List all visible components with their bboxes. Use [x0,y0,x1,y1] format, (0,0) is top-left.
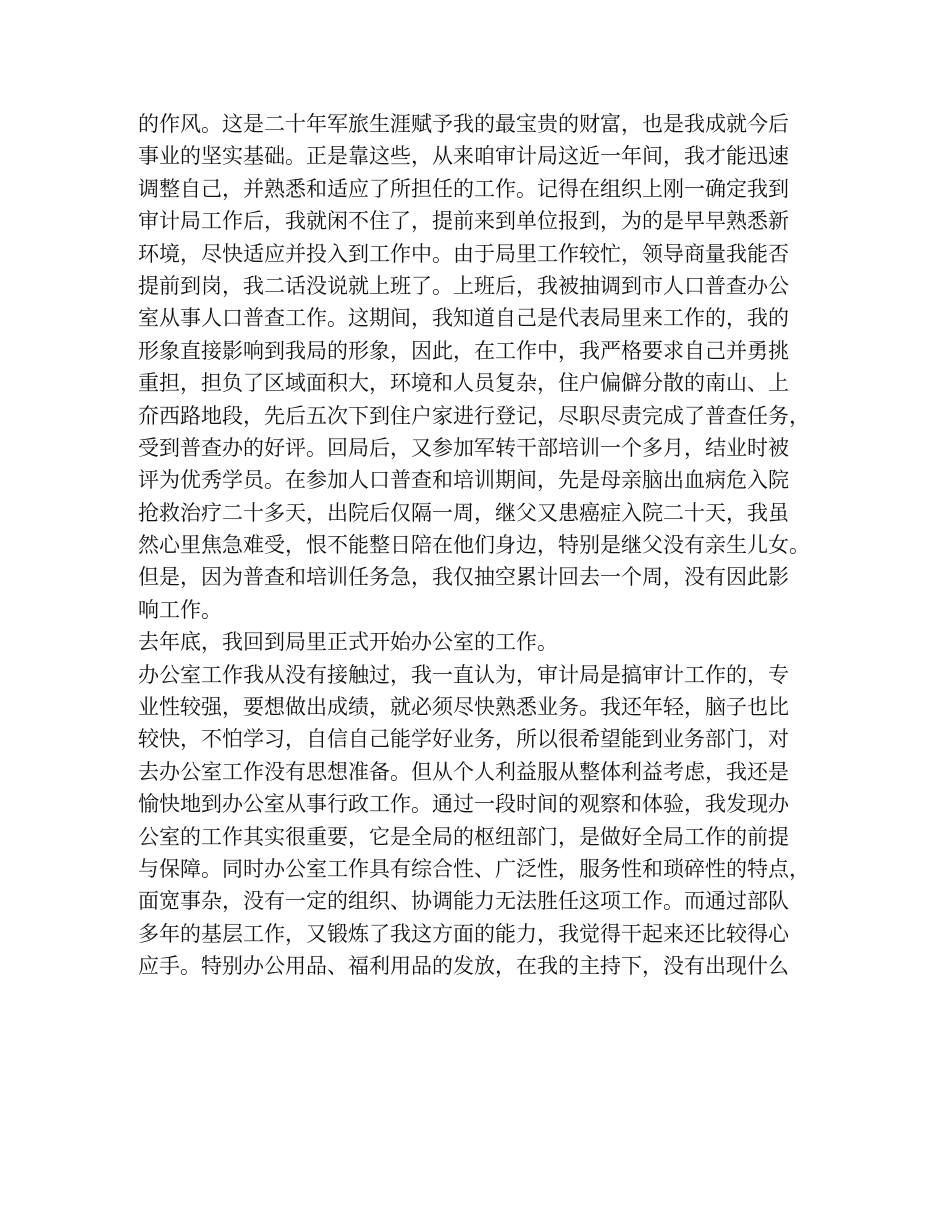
text-line: 与保障。同时办公室工作具有综合性、广泛性，服务性和琐碎性的特点， [138,856,810,881]
text-line: 调整自己，并熟悉和适应了所担任的工作。记得在组织上刚一确定我到 [138,176,789,201]
text-line: 环境，尽快适应并投入到工作中。由于局里工作较忙，领导商量我能否 [138,241,789,266]
text-line: 评为优秀学员。在参加人口普查和培训期间，先是母亲脑出血病危入院 [138,468,789,493]
text-line: 提前到岗，我二话没说就上班了。上班后，我被抽调到市人口普查办公 [138,273,789,298]
text-line: 多年的基层工作，又锻炼了我这方面的能力，我觉得干起来还比较得心 [138,921,789,946]
text-line: 的作风。这是二十年军旅生涯赋予我的最宝贵的财富，也是我成就今后 [138,112,789,136]
text-line: 抢救治疗二十多天，出院后仅隔一周，继父又患癌症入院二十天，我虽 [138,500,789,525]
text-line: 应手。特别办公用品、福利用品的发放，在我的主持下，没有出现什么 [138,954,789,979]
text-line: 重担，担负了区域面积大，环境和人员复杂，住户偏僻分散的南山、上 [138,371,789,396]
text-line: 愉快地到办公室从事行政工作。通过一段时间的观察和体验，我发现办 [138,792,789,817]
text-line: 较快，不怕学习，自信自己能学好业务，所以很希望能到业务部门，对 [138,727,789,752]
text-line: 业性较强，要想做出成绩，就必须尽快熟悉业务。我还年轻，脑子也比 [138,695,789,720]
text-line: 室从事人口普查工作。这期间，我知道自己是代表局里来工作的，我的 [138,306,789,331]
text-line: 然心里焦急难受，恨不能整日陪在他们身边，特别是继父没有亲生儿女。 [138,533,810,558]
text-line: 响工作。 [138,597,222,622]
text-line: 受到普查办的好评。回局后，又参加军转干部培训一个多月，结业时被 [138,435,789,460]
text-line: 办公室工作我从没有接触过，我一直认为，审计局是搞审计工作的，专 [138,662,789,687]
text-line: 审计局工作后，我就闲不住了，提前来到单位报到，为的是早早熟悉新 [138,209,789,234]
document-body [138,108,828,983]
text-line: 事业的坚实基础。正是靠这些，从来咱审计局这近一年间，我才能迅速 [138,144,789,169]
text-line: 去年底，我回到局里正式开始办公室的工作。 [138,630,558,655]
text-line: 公室的工作其实很重要，它是全局的枢纽部门，是做好全局工作的前提 [138,824,789,849]
text-line: 形象直接影响到我局的形象，因此，在工作中，我严格要求自己并勇挑 [138,338,789,363]
text-line: 但是，因为普查和培训任务急，我仅抽空累计回去一个周，没有因此影 [138,565,789,590]
text-line: 面宽事杂，没有一定的组织、协调能力无法胜任这项工作。而通过部队 [138,889,789,914]
text-line: 夼西路地段，先后五次下到住户家进行登记，尽职尽责完成了普查任务， [138,403,810,428]
text-line: 去办公室工作没有思想准备。但从个人利益服从整体利益考虑，我还是 [138,759,789,784]
